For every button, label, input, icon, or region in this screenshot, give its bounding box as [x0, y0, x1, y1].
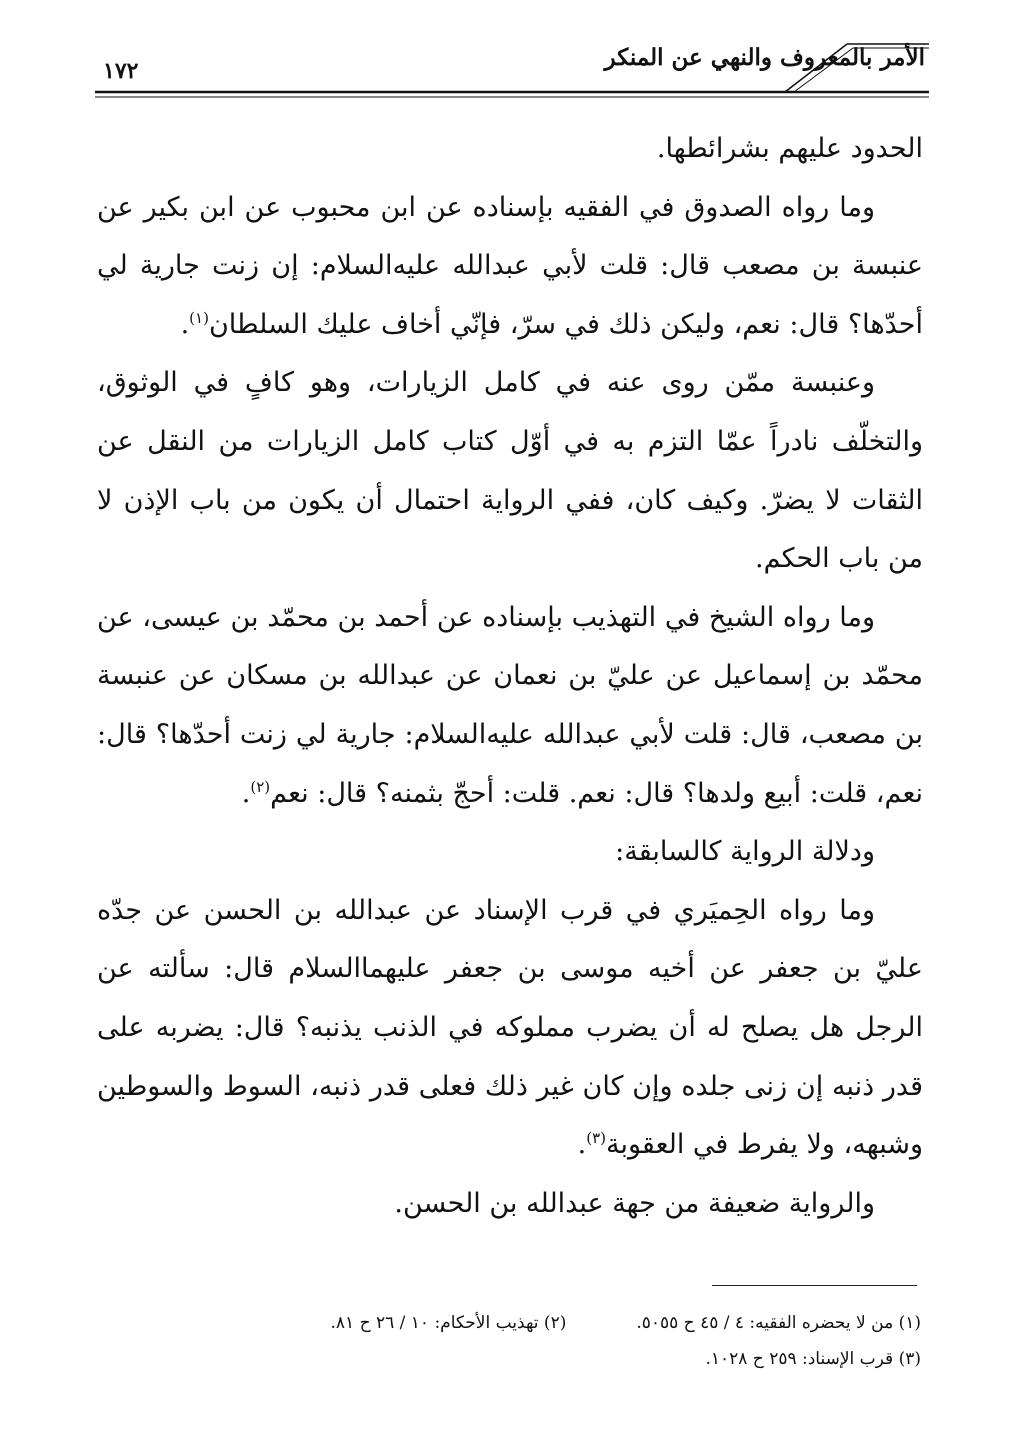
- footnote-ref: (٣): [586, 1129, 606, 1148]
- running-title: الأمر بالمعروف والنهي عن المنكر: [604, 44, 925, 71]
- paragraph-text: وما رواه الصدوق في الفقيه بإسناده عن ابن محبوب عن ابن بكير عن عنبسة بن مصعب قال: قلت لأبي عبدالله عليه‌السلام: إن زنت جارية لي أحدّها؟ قال: نعم، وليكن ذلك في سرّ، فإنّي أخاف عليك السلطان: [97, 191, 923, 340]
- footnote-row: [101, 1305, 921, 1341]
- paragraph: [97, 354, 923, 588]
- footnote-ref: (٢): [250, 777, 271, 796]
- paragraph: [97, 823, 923, 882]
- footnote-row: [101, 1341, 921, 1377]
- footnote-1: (١) من لا يحضره الفقيه: ٤ / ٤٥ ح ٥٠٥٥.: [636, 1313, 921, 1333]
- paragraph-text: ودلالة الرواية كالسابقة:: [615, 836, 875, 868]
- footnote-separator: [712, 1285, 917, 1286]
- main-text: [97, 120, 923, 1233]
- paragraph-text: الحدود عليهم بشرائطها.: [656, 133, 923, 164]
- footnote-2: (٢) تهذيب الأحكام: ١٠ / ٢٦ ح ٨١.: [330, 1313, 567, 1333]
- page-header: [95, 30, 929, 102]
- footnote-3: (٣) قرب الإسناد: ٢٥٩ ح ١٠٢٨.: [705, 1349, 921, 1369]
- paragraph: [97, 589, 923, 823]
- paragraph: [97, 179, 923, 355]
- footnote-ref: (١): [189, 308, 209, 327]
- paragraph: [97, 882, 923, 1175]
- footnotes: [101, 1305, 921, 1377]
- paragraph-text: والرواية ضعيفة من جهة عبدالله بن الحسن.: [394, 1187, 875, 1219]
- paragraph-end: .: [577, 1129, 587, 1161]
- paragraph-text: وما رواه الشيخ في التهذيب بإسناده عن أحمد بن محمّد بن عيسى، عن محمّد بن إسماعيل عن عليّ بن نعمان عن عبدالله بن مسكان عن عنبسة بن مصعب، قال: قلت لأبي عبدالله عليه‌السلام: جارية لي زنت أحدّها؟ قال: نعم، قلت: أبيع ولدها؟ قال: نعم. قلت: أحجّ بثمنه؟ قال: نعم: [97, 601, 923, 809]
- paragraph: [97, 1175, 923, 1234]
- page-number: ١٧٢: [103, 58, 139, 84]
- paragraph-end: .: [180, 308, 190, 340]
- paragraph-text: وما رواه الحِميَري في قرب الإسناد عن عبدالله بن الحسن عن جدّه عليّ بن جعفر عن أخيه موسى بن جعفر عليهما‌السلام قال: سألته عن الرجل هل يصلح له أن يضرب مملوكه في الذنب يذنبه؟ قال: يضربه على قدر ذنبه إن زنى جلده وإن كان غير ذلك فعلى قدر ذنبه، السوط والسوطين وشبهه، ولا يفرط في العقوبة: [97, 894, 923, 1161]
- paragraph-end: .: [241, 777, 251, 809]
- paragraph: [97, 120, 923, 179]
- paragraph-text: وعنبسة ممّن روى عنه في كامل الزيارات، وهو كافٍ في الوثوق، والتخلّف نادراً عمّا التزم به في أوّل كتاب كامل الزيارات من النقل عن الثقات لا يضرّ. وكيف كان، ففي الرواية احتمال أن يكون من باب الإذن لا من باب الحكم.: [97, 367, 923, 575]
